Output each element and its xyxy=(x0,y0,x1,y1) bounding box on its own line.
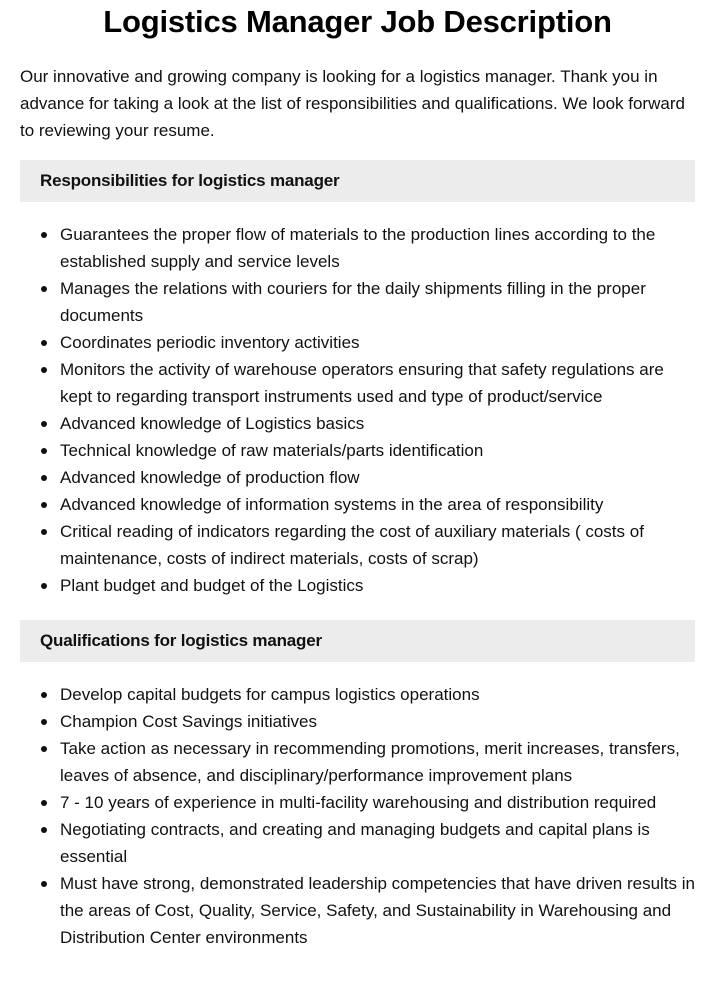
bullet-icon xyxy=(41,232,47,238)
list-item: Advanced knowledge of production flow xyxy=(60,464,695,491)
qualifications-list xyxy=(20,681,695,951)
qualifications-heading: Qualifications for logistics manager xyxy=(20,620,695,662)
list-item: Monitors the activity of warehouse operators ensuring that safety regulations are kept to regarding transport instruments used and type of product/service xyxy=(60,356,695,410)
bullet-icon xyxy=(41,583,47,589)
bullet-icon xyxy=(41,286,47,292)
bullet-icon xyxy=(41,719,47,725)
list-item: Develop capital budgets for campus logistics operations xyxy=(60,681,695,708)
qualifications-section xyxy=(20,620,695,951)
page-title: Logistics Manager Job Description xyxy=(103,4,612,39)
list-item: Advanced knowledge of Logistics basics xyxy=(60,410,695,437)
list-item: Guarantees the proper flow of materials to the production lines according to the established supply and service levels xyxy=(60,221,695,275)
list-item: Technical knowledge of raw materials/parts identification xyxy=(60,437,695,464)
list-item: Must have strong, demonstrated leadership competencies that have driven results in the areas of Cost, Quality, Service, Safety, and Sustainability in Warehousing and Distribution Center environments xyxy=(60,870,695,951)
bullet-icon xyxy=(41,800,47,806)
bullet-icon xyxy=(41,448,47,454)
bullet-icon xyxy=(41,367,47,373)
list-item: Advanced knowledge of information systems in the area of responsibility xyxy=(60,491,695,518)
responsibilities-list xyxy=(20,221,695,599)
bullet-icon xyxy=(41,421,47,427)
responsibilities-section xyxy=(20,160,695,599)
list-item: Coordinates periodic inventory activities xyxy=(60,329,695,356)
list-item: Manages the relations with couriers for the daily shipments filling in the proper documents xyxy=(60,275,695,329)
bullet-icon xyxy=(41,692,47,698)
list-item: Champion Cost Savings initiatives xyxy=(60,708,695,735)
bullet-icon xyxy=(41,475,47,481)
bullet-icon xyxy=(41,881,47,887)
bullet-icon xyxy=(41,340,47,346)
list-item: Critical reading of indicators regarding the cost of auxiliary materials ( costs of maintenance, costs of indirect materials, costs of scrap) xyxy=(60,518,695,572)
bullet-icon xyxy=(41,746,47,752)
section-spacer xyxy=(20,599,695,604)
list-item: Negotiating contracts, and creating and managing budgets and capital plans is essential xyxy=(60,816,695,870)
list-item: 7 - 10 years of experience in multi-facility warehousing and distribution required xyxy=(60,789,695,816)
responsibilities-heading: Responsibilities for logistics manager xyxy=(20,160,695,202)
bullet-icon xyxy=(41,502,47,508)
intro-paragraph: Our innovative and growing company is looking for a logistics manager. Thank you in advance for taking a look at the list of responsibilities and qualifications. We look forward to reviewing your resume. xyxy=(20,67,685,140)
list-item: Take action as necessary in recommending promotions, merit increases, transfers, leaves of absence, and disciplinary/performance improvement plans xyxy=(60,735,695,789)
bullet-icon xyxy=(41,529,47,535)
list-item: Plant budget and budget of the Logistics xyxy=(60,572,695,599)
bullet-icon xyxy=(41,827,47,833)
